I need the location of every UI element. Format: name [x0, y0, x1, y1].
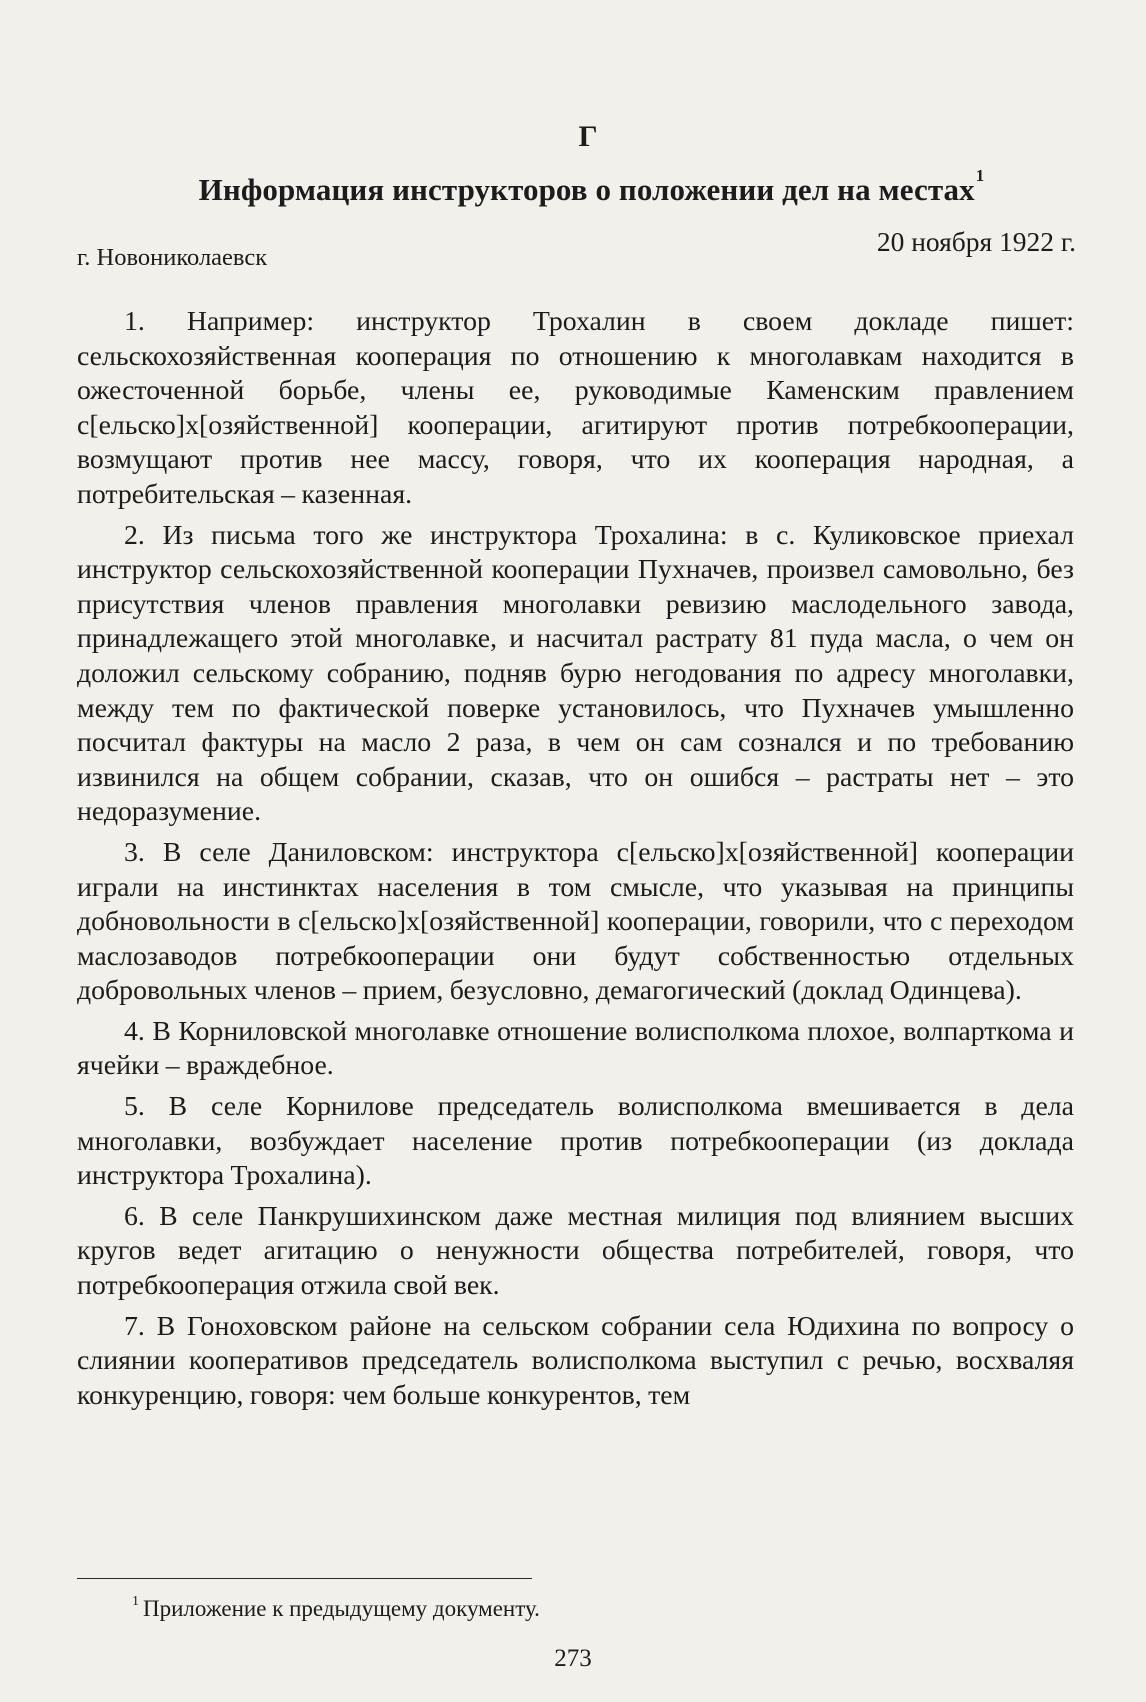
paragraph-6: 6. В селе Панкрушихинском даже местная милиция под влиянием высших кругов ведет агитацию о ненужности общества потребителей, говоря, что потребкооперация отжила свой век. [77, 1200, 1074, 1302]
paragraph-2: 2. Из письма того же инструктора Трохалина: в с. Куликовское приехал инструктор сельскохозяйственной кооперации Пухначев, произвел самовольно, без присутствия членов правления многолавки ревизию маслодельного завода, принадлежащего этой многолавке, и насчитал растрату 81 пуда масла, о чем он доложил сельскому собранию, подняв бурю негодования по адресу многолавки, между тем по фактической поверке установилось, что Пухначев умышленно посчитал фактуры на масло 2 раза, в чем он сам сознался и по требованию извинился на общем собрании, сказав, что он ошибся – растраты нет – это недоразумение. [77, 519, 1074, 828]
paragraph-3: 3. В селе Даниловском: инструктора с[ельско]х[озяйственной] кооперации играли на инстинктах населения в том смысле, что указывая на принципы добновольности в с[ельско]х[озяйственной] кооперации, говорили, что с переходом маслозаводов потребкооперации они будут собственностью отдельных добровольных членов – прием, безусловно, демагогический (доклад Одинцева). [77, 836, 1074, 1007]
document-place: г. Новониколаевск [77, 244, 268, 271]
paragraph-7: 7. В Гоноховском районе на сельском собрании села Юдихина по вопросу о слиянии кооперативов председатель волисполкома выступил с речью, восхваляя конкуренцию, говоря: чем больше конкурентов, тем [77, 1310, 1074, 1411]
footnote-marker: 1 [132, 1594, 139, 1609]
document-title [0, 166, 1146, 208]
title-footnote-marker: 1 [975, 166, 985, 185]
place-date-line [77, 226, 1076, 271]
paragraph-5: 5. В селе Корнилове председатель волисполкома вмешивается в дела многолавки, возбуждает население против потребкооперации (из доклада инструктора Трохалина). [77, 1091, 1074, 1192]
footnote [132, 1596, 540, 1622]
section-letter: Г [578, 120, 598, 153]
footnote-divider [77, 1578, 532, 1579]
document-title-text: Информация инструкторов о положении дел на местах [198, 172, 975, 207]
paragraph-4: 4. В Корниловской многолавке отношение волисполкома плохое, волпарткома и ячейки – враждебное. [77, 1015, 1074, 1082]
document-date: 20 ноября 1922 г. [876, 226, 1076, 257]
footnote-text: Приложение к предыдущему документу. [143, 1596, 540, 1621]
document-body [77, 305, 1074, 1419]
paragraph-1: 1. Например: инструктор Трохалин в своем докладе пишет: сельскохозяйственная кооперация по отношению к многолавкам находится в ожесточенной борьбе, члены ее, руководимые Каменским правлением с[ельско]х[озяйственной] кооперации, агитируют против потребкооперации, возмущают против нее массу, говоря, что их кооперация народная, а потребительская – казенная. [77, 306, 1074, 510]
page-number: 273 [554, 1645, 592, 1672]
